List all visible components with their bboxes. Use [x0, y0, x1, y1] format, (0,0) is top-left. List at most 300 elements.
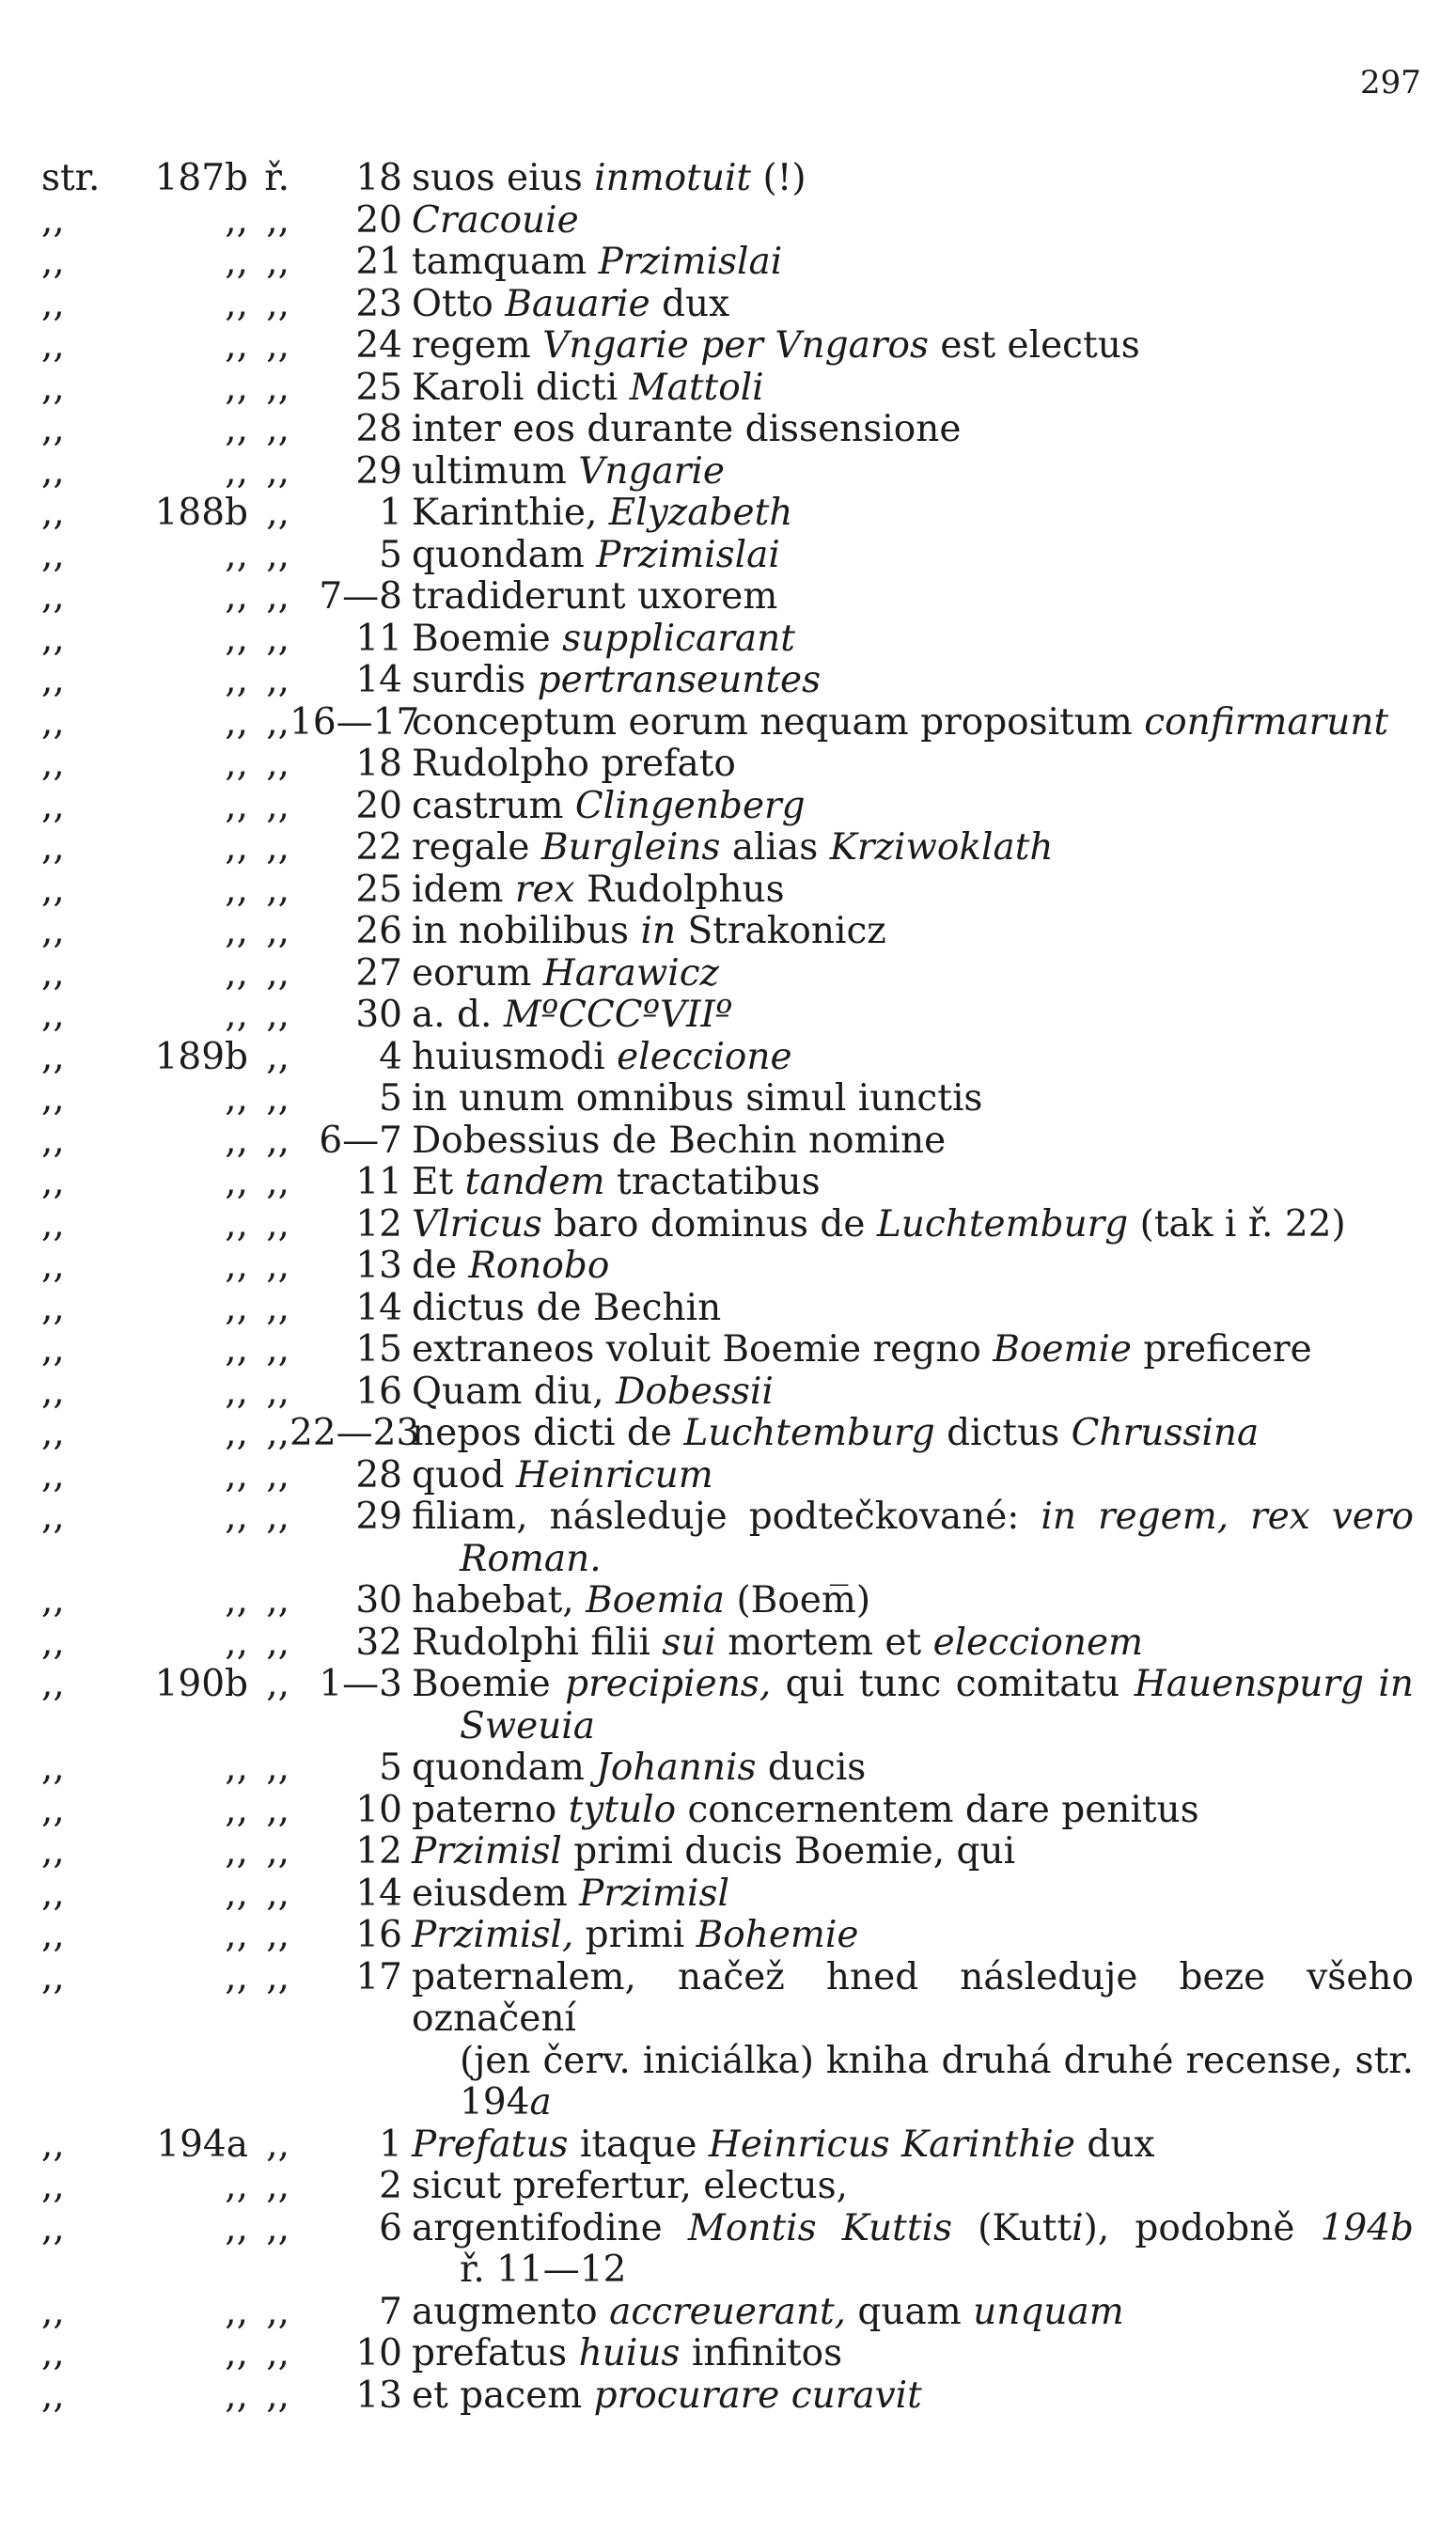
entry-page: ,, [225, 659, 248, 701]
entry-text [412, 1329, 1414, 1371]
text-segment: Rudolphi filii [412, 1621, 663, 1664]
entry-text [412, 576, 1414, 619]
text-segment: regem [412, 324, 543, 367]
entry-row [41, 1078, 1414, 1120]
entry-r: ,, [266, 617, 290, 660]
text-segment: Karoli dicti [412, 366, 630, 409]
entry-text [412, 1204, 1414, 1246]
entry-str: ,, [41, 868, 65, 911]
entry-line: 32 [355, 1621, 402, 1664]
entry-page: ,, [225, 1955, 248, 1998]
entry-r: ,, [266, 2123, 290, 2166]
italic-segment: MºCCCºVIIº [503, 994, 733, 1036]
entry-line: 12 [355, 1202, 402, 1246]
text-segment: Otto [412, 282, 506, 325]
text-segment: est electus [928, 324, 1140, 367]
italic-segment: rex [514, 868, 575, 911]
entry-text [412, 200, 1414, 243]
entry-r: ,, [266, 2206, 290, 2249]
entry-str: ,, [41, 1830, 65, 1873]
entry-line: 16 [355, 1914, 402, 1956]
text-segment: habebat, [412, 1579, 587, 1622]
entry-r: ,, [266, 1496, 290, 1538]
entry-line: 20 [355, 784, 402, 827]
text-segment: eorum [412, 951, 543, 995]
entry-row [41, 660, 1414, 702]
text-segment: primi ducis Boemie, qui [561, 1830, 1016, 1873]
entry-line: 7—8 [319, 575, 402, 618]
entry-page: ,, [225, 2165, 248, 2207]
entry-line: 29 [355, 449, 402, 493]
entry-str: ,, [41, 994, 65, 1036]
text-segment: preficere [1131, 1328, 1312, 1371]
entry-row [41, 1204, 1414, 1246]
entry-str: str. [41, 157, 101, 199]
entry-row [41, 1831, 1414, 1873]
text-segment: paternalem, načež hned následuje beze všeho označení [412, 1955, 1414, 2040]
entry-row [41, 870, 1414, 912]
entry-text [412, 1288, 1414, 1330]
entry-page: ,, [225, 1202, 248, 1246]
entry-line: 1 [379, 492, 402, 534]
entry-str: ,, [41, 1788, 65, 1831]
entry-str: ,, [41, 366, 65, 409]
entry-page: ,, [225, 1161, 248, 1203]
entry-row [41, 1329, 1414, 1371]
entry-line: 16 [355, 1370, 402, 1413]
entry-row [41, 2208, 1414, 2250]
entry-r: ,, [266, 366, 290, 409]
entry-r: ,, [266, 324, 290, 367]
text-segment: dux [1074, 2123, 1155, 2166]
text-segment: quondam [412, 1747, 597, 1789]
entry-r: ,, [266, 1621, 290, 1664]
entry-text [412, 2082, 1414, 2124]
italic-segment: Roman. [460, 1537, 602, 1580]
entry-text [412, 1873, 1414, 1916]
entry-row [41, 325, 1414, 368]
text-segment: Rudolpho prefato [412, 743, 736, 785]
italic-segment: pertranseuntes [537, 659, 822, 701]
entry-line: 25 [355, 868, 402, 911]
entry-row [41, 1413, 1414, 1455]
entry-page: ,, [225, 449, 248, 493]
entry-row [41, 158, 1414, 200]
entry-r: ,, [266, 1830, 290, 1873]
entry-text [412, 158, 1414, 200]
entry-row [41, 1790, 1414, 1832]
indent [41, 2082, 412, 2124]
entry-row [41, 911, 1414, 953]
entry-row [41, 409, 1414, 451]
entry-str: ,, [41, 910, 65, 952]
entry-row [41, 953, 1414, 995]
entry-r: ,, [266, 1412, 290, 1454]
entry-text [412, 1831, 1414, 1873]
entry-row [41, 1622, 1414, 1665]
entry-text [412, 827, 1414, 870]
entry-page: ,, [225, 700, 248, 744]
entry-line: 1 [379, 2123, 402, 2166]
entry-row [41, 2166, 1414, 2208]
entry-row [41, 786, 1414, 828]
entry-row [41, 284, 1414, 326]
entry-str: ,, [41, 492, 65, 534]
entry-page: ,, [225, 826, 248, 869]
entry-line: 15 [355, 1328, 402, 1371]
entry-str: ,, [41, 1621, 65, 1664]
entry-r: ,, [266, 910, 290, 952]
entry-continuation [41, 2041, 1414, 2083]
entry-text [412, 786, 1414, 828]
entry-row [41, 2292, 1414, 2334]
italic-segment: Bauarie [505, 282, 650, 325]
entry-str: ,, [41, 659, 65, 701]
italic-segment: Boemie [993, 1328, 1132, 1371]
entry-continuation [41, 1706, 1414, 1748]
italic-segment: Dobessii [616, 1370, 774, 1413]
entry-line: 10 [355, 2332, 402, 2374]
italic-segment: sui [662, 1621, 716, 1664]
entry-line: 7 [379, 2290, 402, 2333]
entry-r: ,, [266, 951, 290, 995]
entry-text [412, 1580, 1414, 1622]
entry-r: ,, [266, 2332, 290, 2374]
italic-segment: Luchtemburg [876, 1202, 1129, 1246]
entry-line: 12 [355, 1830, 402, 1873]
entry-r: ,, [266, 408, 290, 450]
entry-row [41, 493, 1414, 535]
entry-text [412, 284, 1414, 326]
entry-text [412, 2292, 1414, 2334]
entry-r: ,, [266, 1955, 290, 1998]
italic-segment: 194b [1320, 2206, 1414, 2249]
text-segment: filiam, následuje podtečkované: [412, 1496, 1041, 1538]
errata-list [41, 158, 1414, 2417]
text-segment: (!) [751, 157, 806, 199]
text-segment: (Boem̅) [725, 1579, 871, 1622]
entry-text [412, 911, 1414, 953]
entry-text [412, 2124, 1414, 2167]
entry-page: ,, [225, 1453, 248, 1497]
entry-row [41, 242, 1414, 284]
entry-str: ,, [41, 1496, 65, 1538]
entry-text [412, 1246, 1414, 1288]
entry-page: ,, [225, 2374, 248, 2417]
entry-r: ,, [266, 575, 290, 618]
italic-segment: Bohemie [696, 1914, 859, 1956]
text-segment: augmento [412, 2290, 610, 2333]
entry-line: 13 [355, 2374, 402, 2417]
entry-str: ,, [41, 743, 65, 785]
entry-str: ,, [41, 700, 65, 744]
entry-str: ,, [41, 1328, 65, 1371]
entry-line: 24 [355, 324, 402, 367]
entry-str: ,, [41, 1202, 65, 1246]
entry-line: 18 [355, 157, 402, 199]
entry-page: ,, [225, 575, 248, 618]
entry-str: ,, [41, 282, 65, 325]
entry-line: 1—3 [319, 1663, 402, 1705]
entry-page: ,, [225, 951, 248, 995]
entry-line: 5 [379, 533, 402, 576]
entry-line: 20 [355, 198, 402, 242]
italic-segment: confirmarunt [1144, 700, 1389, 744]
text-segment: 194 [460, 2081, 530, 2123]
italic-segment: accreuerant, [609, 2290, 847, 2333]
italic-segment: eleccione [617, 1035, 792, 1078]
text-segment: dux [650, 282, 730, 325]
entry-text [412, 619, 1414, 661]
entry-page: ,, [225, 1872, 248, 1915]
entry-continuation [41, 2249, 1414, 2292]
italic-segment: precipiens, [565, 1663, 772, 1705]
entry-str: ,, [41, 951, 65, 995]
entry-page: ,, [225, 366, 248, 409]
text-segment: in nobilibus [412, 910, 641, 952]
entry-r: ,, [266, 449, 290, 493]
entry-str: ,, [41, 575, 65, 618]
italic-segment: Luchtemburg [683, 1412, 935, 1454]
text-segment: Dobessius de Bechin nomine [412, 1119, 947, 1162]
entry-r: ,, [266, 743, 290, 785]
entry-line: 11 [355, 617, 402, 660]
entry-row [41, 535, 1414, 577]
italic-segment: Clingenberg [574, 784, 806, 827]
entry-str: ,, [41, 1453, 65, 1497]
entry-line: 28 [355, 408, 402, 450]
entry-str: ,, [41, 1663, 65, 1705]
italic-segment: a [529, 2081, 552, 2123]
entry-r: ,, [266, 2374, 290, 2417]
entry-line: 10 [355, 1788, 402, 1831]
entry-text [412, 953, 1414, 995]
italic-segment: Heinricus Karinthie [708, 2123, 1075, 2166]
entry-row [41, 1957, 1414, 2041]
text-segment: regale [412, 826, 541, 869]
entry-page: ,, [225, 1914, 248, 1956]
entry-line: 14 [355, 1872, 402, 1915]
entry-line: 4 [379, 1035, 402, 1078]
text-segment: tamquam [412, 241, 599, 283]
entry-row [41, 1037, 1414, 1079]
entry-str: ,, [41, 1579, 65, 1622]
entry-text [412, 1622, 1414, 1665]
entry-page: ,, [225, 868, 248, 911]
entry-r: ,, [266, 784, 290, 827]
entry-page: ,, [225, 2290, 248, 2333]
entry-text [412, 1413, 1414, 1455]
entry-str: ,, [41, 1370, 65, 1413]
entry-r: ,, [266, 826, 290, 869]
entry-r: ,, [266, 1202, 290, 1246]
text-segment: (tak i ř. 22) [1128, 1202, 1346, 1246]
entry-r: ,, [266, 1328, 290, 1371]
page-number: 297 [1360, 64, 1421, 102]
text-segment: surdis [412, 659, 538, 701]
entry-str: ,, [41, 241, 65, 283]
text-segment: nepos dicti de [412, 1412, 684, 1454]
text-segment: eiusdem [412, 1872, 580, 1915]
entry-page: ,, [225, 533, 248, 576]
entry-r: ,, [266, 1747, 290, 1789]
entry-text [412, 1664, 1414, 1706]
entry-row [41, 1246, 1414, 1288]
entry-str: ,, [41, 1286, 65, 1329]
text-segment: ), podobně [1083, 2206, 1321, 2249]
text-segment: qui tunc comitatu [771, 1663, 1135, 1705]
entry-line: 22—23 [290, 1412, 420, 1454]
entry-row [41, 1747, 1414, 1790]
entry-text [412, 1915, 1414, 1957]
entry-page: ,, [225, 241, 248, 283]
text-segment: ultimum [412, 449, 579, 493]
italic-segment: Mattoli [629, 366, 764, 409]
entry-r: ,, [266, 1119, 290, 1162]
text-segment: quondam [412, 533, 597, 576]
entry-text [412, 870, 1414, 912]
entry-page: ,, [225, 1370, 248, 1413]
entry-str: ,, [41, 1161, 65, 1203]
italic-segment: procurare curavit [593, 2374, 922, 2417]
entry-r: ,, [266, 1579, 290, 1622]
entry-text [412, 744, 1414, 786]
text-segment: Quam diu, [412, 1370, 617, 1413]
entry-str: ,, [41, 408, 65, 450]
entry-text [412, 1706, 1414, 1748]
entry-line: 2 [379, 2165, 402, 2207]
entry-str: ,, [41, 324, 65, 367]
entry-row [41, 1873, 1414, 1916]
entry-r: ,, [266, 1035, 290, 1078]
entry-text [412, 1371, 1414, 1414]
entry-line: 23 [355, 282, 402, 325]
text-segment: Boemie [412, 1663, 566, 1705]
text-segment: dictus [934, 1412, 1072, 1454]
entry-line: 13 [355, 1245, 402, 1287]
italic-segment: Hauenspurg in [1134, 1663, 1414, 1705]
entry-text [412, 2166, 1414, 2208]
text-segment: idem [412, 868, 515, 911]
entry-row [41, 2333, 1414, 2375]
entry-r: ,, [266, 1872, 290, 1915]
entry-r: ,, [266, 994, 290, 1036]
entry-r: ,, [266, 241, 290, 283]
italic-segment: Boemia [586, 1579, 726, 1622]
entry-text [412, 1162, 1414, 1204]
entry-line: 16—17 [290, 700, 420, 744]
entry-line: 6 [379, 2206, 402, 2249]
indent [41, 2249, 412, 2292]
entry-str: ,, [41, 1035, 65, 1078]
text-segment: huiusmodi [412, 1035, 618, 1078]
italic-segment: Przimislai [598, 241, 783, 283]
entry-line: 27 [355, 951, 402, 995]
entry-text [412, 995, 1414, 1037]
text-segment: primi [573, 1914, 697, 1956]
italic-segment: Heinricum [515, 1453, 713, 1497]
entry-r: ,, [266, 2290, 290, 2333]
entry-page: ,, [225, 1788, 248, 1831]
text-segment: (jen červ. iniciálka) kniha druhá druhé recense, str. [460, 2039, 1414, 2082]
entry-text [412, 1037, 1414, 1079]
italic-segment: Montis Kuttis [687, 2206, 952, 2249]
entry-str: ,, [41, 2374, 65, 2417]
entry-text [412, 493, 1414, 535]
indent [41, 1706, 412, 1748]
entry-str: ,, [41, 1872, 65, 1915]
italic-segment: Chrussina [1071, 1412, 1260, 1454]
italic-segment: supplicarant [562, 617, 795, 660]
entry-str: ,, [41, 533, 65, 576]
entry-page: 194a [156, 2123, 248, 2166]
entry-str: ,, [41, 198, 65, 242]
text-segment: suos eius [412, 157, 595, 199]
entry-page: ,, [225, 1286, 248, 1329]
text-segment: argentifodine [412, 2206, 688, 2249]
entry-line: 30 [355, 1579, 402, 1622]
text-segment: quam [846, 2290, 974, 2333]
entry-text [412, 660, 1414, 702]
entry-row [41, 702, 1414, 744]
entry-page: ,, [225, 2206, 248, 2249]
entry-r: ,, [266, 700, 290, 744]
italic-segment: Ronobo [468, 1245, 610, 1287]
entry-str: ,, [41, 449, 65, 493]
italic-segment: Przimisl [579, 1872, 729, 1915]
italic-segment: Elyzabeth [608, 492, 793, 534]
entry-str: ,, [41, 1077, 65, 1120]
entry-row [41, 2375, 1414, 2418]
italic-segment: eleccionem [932, 1621, 1144, 1664]
entry-line: 28 [355, 1453, 402, 1497]
entry-page: 189b [154, 1035, 248, 1078]
entry-page: ,, [225, 743, 248, 785]
entry-row [41, 1664, 1414, 1706]
entry-line: 25 [355, 366, 402, 409]
entry-page: ,, [225, 994, 248, 1036]
entry-row [41, 1580, 1414, 1622]
entry-page: ,, [225, 617, 248, 660]
italic-segment: Burgleins [540, 826, 721, 869]
entry-row [41, 451, 1414, 494]
italic-segment: Przimisl, [412, 1914, 574, 1956]
text-segment: itaque [568, 2123, 709, 2166]
text-segment: paterno [412, 1788, 569, 1831]
entry-row [41, 1915, 1414, 1957]
entry-continuation [41, 2082, 1414, 2124]
text-segment: extraneos voluit Boemie regno [412, 1328, 994, 1371]
entry-line: 21 [355, 241, 402, 283]
entry-page: ,, [225, 1412, 248, 1454]
entry-line: 30 [355, 994, 402, 1036]
entry-page: ,, [225, 1328, 248, 1371]
entry-row [41, 1455, 1414, 1497]
entry-text [412, 368, 1414, 410]
entry-row [41, 619, 1414, 661]
entry-continuation [41, 1539, 1414, 1581]
entry-page: ,, [225, 198, 248, 242]
text-segment: Boemie [412, 617, 563, 660]
text-segment: Rudolphus [574, 868, 785, 911]
text-segment: a. d. [412, 994, 504, 1036]
entry-text [412, 1078, 1414, 1120]
text-segment: Et [412, 1161, 465, 1203]
italic-segment: in [640, 910, 677, 952]
entry-str: ,, [41, 1747, 65, 1789]
entry-page: ,, [225, 1245, 248, 1287]
entry-page: ,, [225, 2332, 248, 2374]
